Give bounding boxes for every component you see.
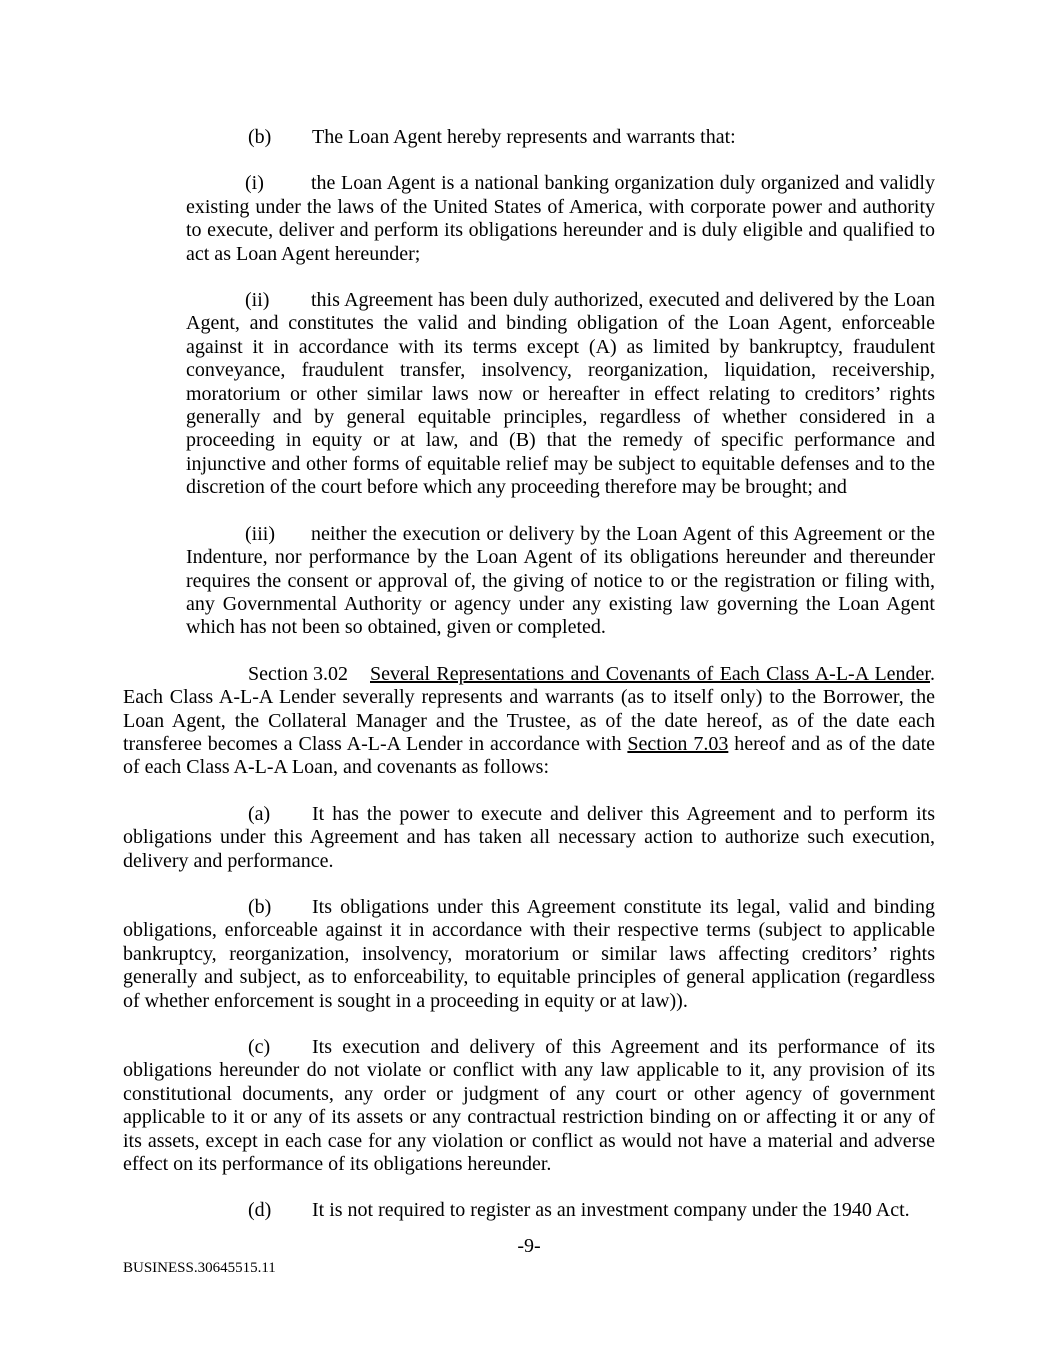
paragraph-b-heading-label: (b) [248, 126, 272, 148]
clause-ii [186, 289, 935, 500]
section-3-02-label: Section 3.02 [248, 662, 348, 685]
paragraph-b-heading [123, 126, 935, 149]
clause-ii-label: (ii) [245, 289, 270, 312]
covenant-a-text: It has the power to execute and deliver this Agreement and to perform its obligations under this Agreement and has taken all necessary action to authorize such execution, delivery and performance. [123, 802, 935, 872]
covenant-c [123, 1036, 935, 1176]
section-3-02-title: Several Representations and Covenants of Each Class A-L-A Lender [370, 662, 930, 685]
paragraph-b-heading-text: The Loan Agent hereby represents and warrants that: [312, 126, 736, 148]
clause-i-label: (i) [245, 172, 264, 195]
document-id-footer: BUSINESS.30645515.11 [123, 1260, 276, 1277]
covenant-b-label: (b) [248, 895, 272, 918]
section-3-02 [123, 663, 935, 780]
clause-i [186, 172, 935, 266]
covenant-b-text: Its obligations under this Agreement constitute its legal, valid and binding obligations, enforceable against it in accordance with their respective terms (subject to applicable bankruptcy, reorganization, insolvency, moratorium or similar laws affecting creditors’ rights generally and subject, as to enforceability, to equitable principles of general application (regardless of whether enforcement is sought in a proceeding in equity or at law)). [123, 895, 935, 1012]
clause-i-text: the Loan Agent is a national banking organization duly organized and validly existing under the laws of the United States of America, with corporate power and authority to execute, deliver and perform its obligations hereunder and is duly eligible and qualified to act as Loan Agent hereunder; [186, 172, 935, 265]
covenant-a [123, 803, 935, 873]
page-number: -9- [517, 1234, 541, 1257]
clause-iii-text: neither the execution or delivery by the Loan Agent of this Agreement or the Indenture, nor performance by the Loan Agent of its obligations hereunder and thereunder requires the consent or approval of, the giving of notice to or the registration or filing with, any Governmental Authority or agency under any existing law governing the Loan Agent which has not been so obtained, given or completed. [186, 522, 935, 639]
covenant-c-text: Its execution and delivery of this Agreement and its performance of its obligations hereunder do not violate or conflict with any law applicable to it, any provision of its constitutional documents, any order or judgment of any court or other agency of government applicable to it or any of its assets or any contractual restriction binding on or affecting it or any of its assets, except in each case for any violation or conflict as would not have a material and adverse effect on its performance of its obligations hereunder. [123, 1036, 935, 1176]
clause-iii-label: (iii) [245, 522, 275, 545]
clause-iii [186, 523, 935, 640]
covenant-b [123, 896, 935, 1013]
clause-ii-text: this Agreement has been duly authorized, executed and delivered by the Loan Agent, and constitutes the valid and binding obligation of the Loan Agent, enforceable against it in accordance with its terms except (A) as limited by bankruptcy, fraudulent conveyance, fraudulent transfer, insolvency, reorganization, liquidation, receivership, moratorium or other similar laws now or hereafter in effect relating to creditors’ rights generally and by general equitable principles, regardless of whether considered in a proceeding in equity or at law, and (B) that the remedy of specific performance and injunctive and other forms of equitable relief may be subject to equitable defenses and to the discretion of the court before which any proceeding therefore may be brought; and [186, 289, 935, 499]
covenant-a-label: (a) [248, 802, 271, 825]
section-3-02-body-2: hereof and as of the date of each Class A-L-A Loan, and covenants as follows: [123, 732, 935, 779]
covenant-d-text: It is not required to register as an investment company under the 1940 Act. [312, 1199, 910, 1222]
section-3-02-body-1: . Each Class A-L-A Lender severally represents and warrants (as to itself only) to the Borrower, the Loan Agent, the Collateral Manager and the Trustee, as of the date hereof, as of the date each transferee becomes a Class A-L-A Lender in accordance with [123, 662, 935, 755]
covenant-d [123, 1199, 935, 1222]
section-7-03-reference: Section 7.03 [627, 732, 729, 755]
covenant-c-label: (c) [248, 1036, 271, 1058]
covenant-d-label: (d) [248, 1199, 272, 1222]
